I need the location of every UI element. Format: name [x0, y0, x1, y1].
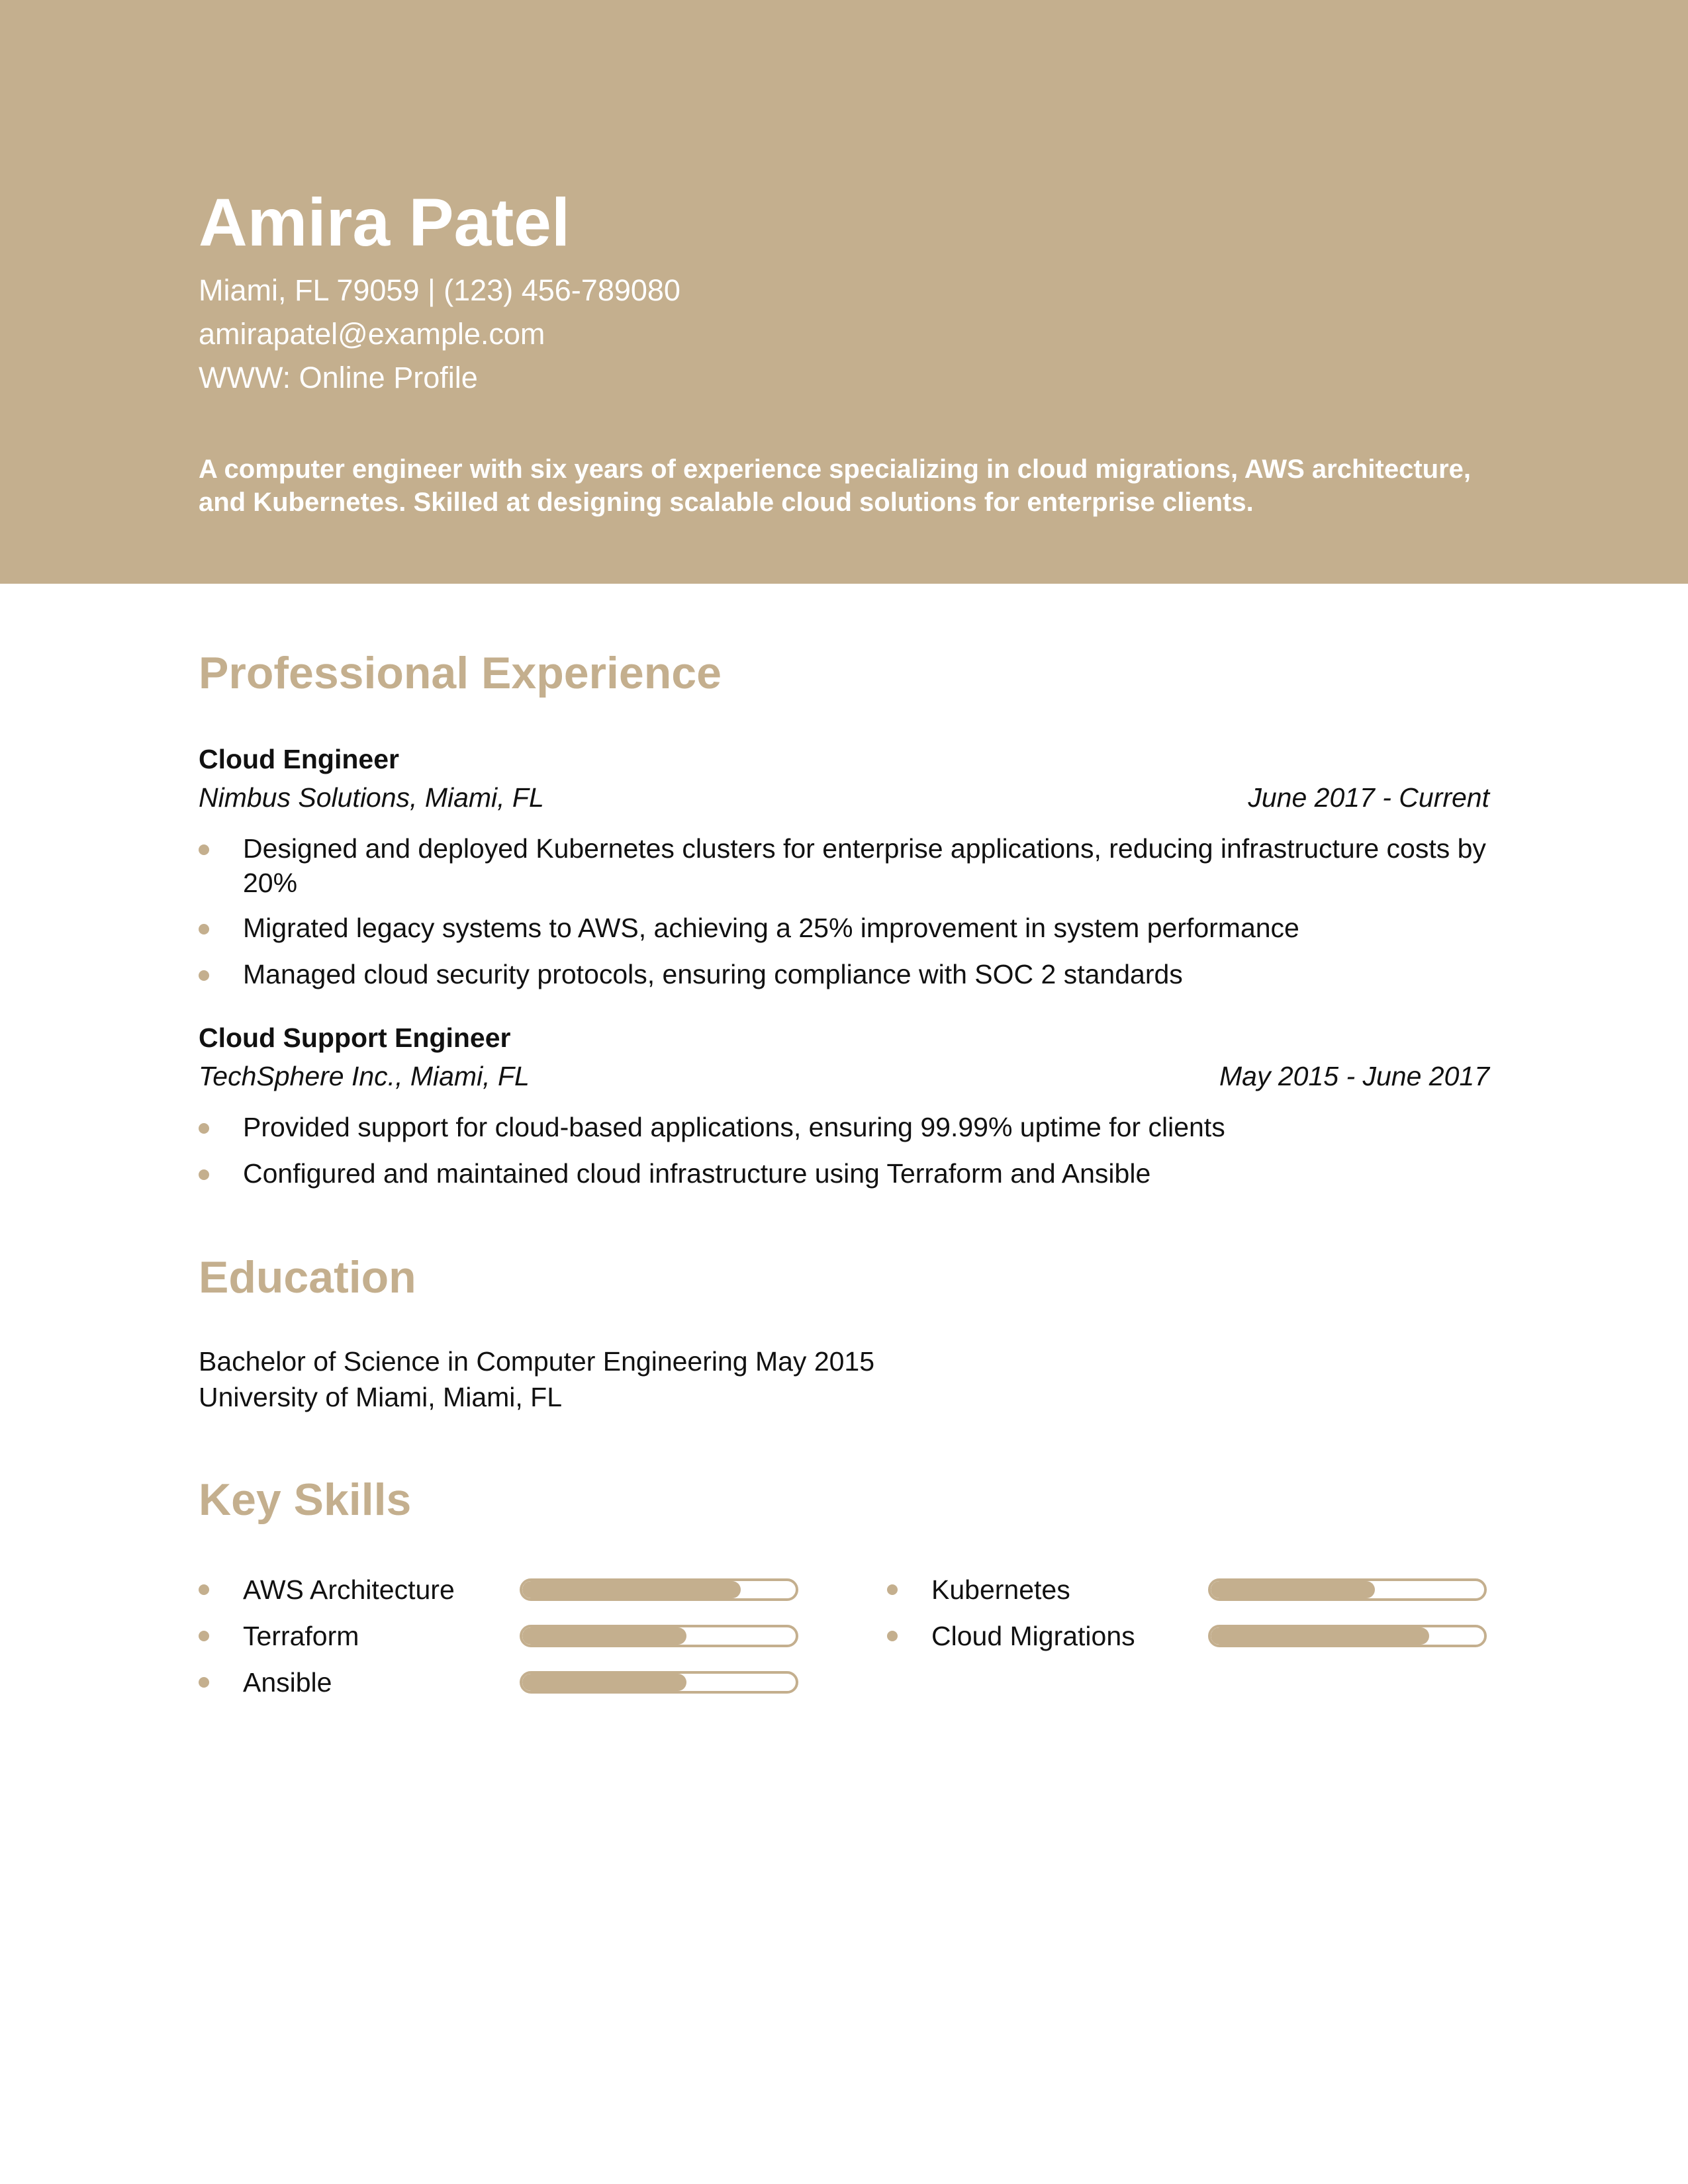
job-bullet	[199, 911, 1489, 945]
job-bullet	[199, 957, 1489, 991]
skill-level-fill	[1211, 1627, 1429, 1645]
bullet-dot	[199, 924, 209, 934]
job-bullet	[199, 1110, 1489, 1144]
skill-name: Terraform	[243, 1621, 359, 1651]
job-bullet	[199, 831, 1489, 900]
job-dates: June 2017 - Current	[1248, 782, 1489, 813]
candidate-name: Amira Patel	[199, 185, 571, 260]
skill-level-bar	[520, 1671, 798, 1694]
bullet-dot	[199, 1169, 209, 1180]
job-bullet-text: Designed and deployed Kubernetes clusters for enterprise applications, reducing infrastructure costs by 20%	[243, 833, 1486, 898]
skill-row	[887, 1572, 1487, 1607]
job-title: Cloud Support Engineer	[199, 1023, 511, 1053]
bullet-dot	[199, 1677, 209, 1688]
section-title-education: Education	[199, 1252, 416, 1302]
section-title-experience: Professional Experience	[199, 648, 722, 698]
job-company: TechSphere Inc., Miami, FL	[199, 1061, 530, 1091]
bullet-dot	[199, 1631, 209, 1641]
job-bullet-text: Provided support for cloud-based applications, ensuring 99.99% uptime for clients	[243, 1112, 1225, 1142]
skill-level-fill	[522, 1674, 686, 1691]
skill-row	[199, 1665, 798, 1700]
skill-level-fill	[522, 1581, 741, 1598]
skill-level-bar	[520, 1625, 798, 1647]
skill-name: AWS Architecture	[243, 1574, 455, 1605]
bullet-dot	[199, 1123, 209, 1134]
skill-name: Cloud Migrations	[931, 1621, 1135, 1651]
education-school: University of Miami, Miami, FL	[199, 1382, 563, 1412]
job-dates: May 2015 - June 2017	[1219, 1061, 1489, 1091]
job-bullet	[199, 1156, 1489, 1191]
header-band	[0, 0, 1688, 584]
job-bullet-text: Managed cloud security protocols, ensuring compliance with SOC 2 standards	[243, 959, 1183, 989]
skill-level-bar	[1208, 1625, 1487, 1647]
skill-row	[887, 1619, 1487, 1653]
job-bullet-text: Configured and maintained cloud infrastructure using Terraform and Ansible	[243, 1158, 1151, 1189]
skill-name: Kubernetes	[931, 1574, 1070, 1605]
skill-row	[199, 1572, 798, 1607]
bullet-dot	[887, 1631, 898, 1641]
education-degree: Bachelor of Science in Computer Engineering May 2015	[199, 1346, 875, 1377]
skill-row	[199, 1619, 798, 1653]
skill-level-bar	[1208, 1578, 1487, 1601]
job-title: Cloud Engineer	[199, 744, 399, 774]
skill-level-bar	[520, 1578, 798, 1601]
bullet-dot	[199, 844, 209, 855]
contact-location-phone: Miami, FL 79059 | (123) 456-789080	[199, 273, 680, 307]
job-company: Nimbus Solutions, Miami, FL	[199, 782, 544, 813]
job-bullet-text: Migrated legacy systems to AWS, achieving a 25% improvement in system performance	[243, 913, 1299, 943]
contact-email[interactable]: amirapatel@example.com	[199, 317, 545, 351]
bullet-dot	[199, 970, 209, 981]
professional-summary: A computer engineer with six years of experience specializing in cloud migrations, AWS architecture, and Kubernetes. Skilled at designing scalable cloud solutions for enterprise clients.	[199, 455, 1472, 517]
skill-level-fill	[1211, 1581, 1375, 1598]
skill-name: Ansible	[243, 1667, 332, 1698]
bullet-dot	[887, 1584, 898, 1595]
section-title-skills: Key Skills	[199, 1475, 412, 1525]
contact-website[interactable]: WWW: Online Profile	[199, 361, 478, 394]
skill-level-fill	[522, 1627, 686, 1645]
bullet-dot	[199, 1584, 209, 1595]
